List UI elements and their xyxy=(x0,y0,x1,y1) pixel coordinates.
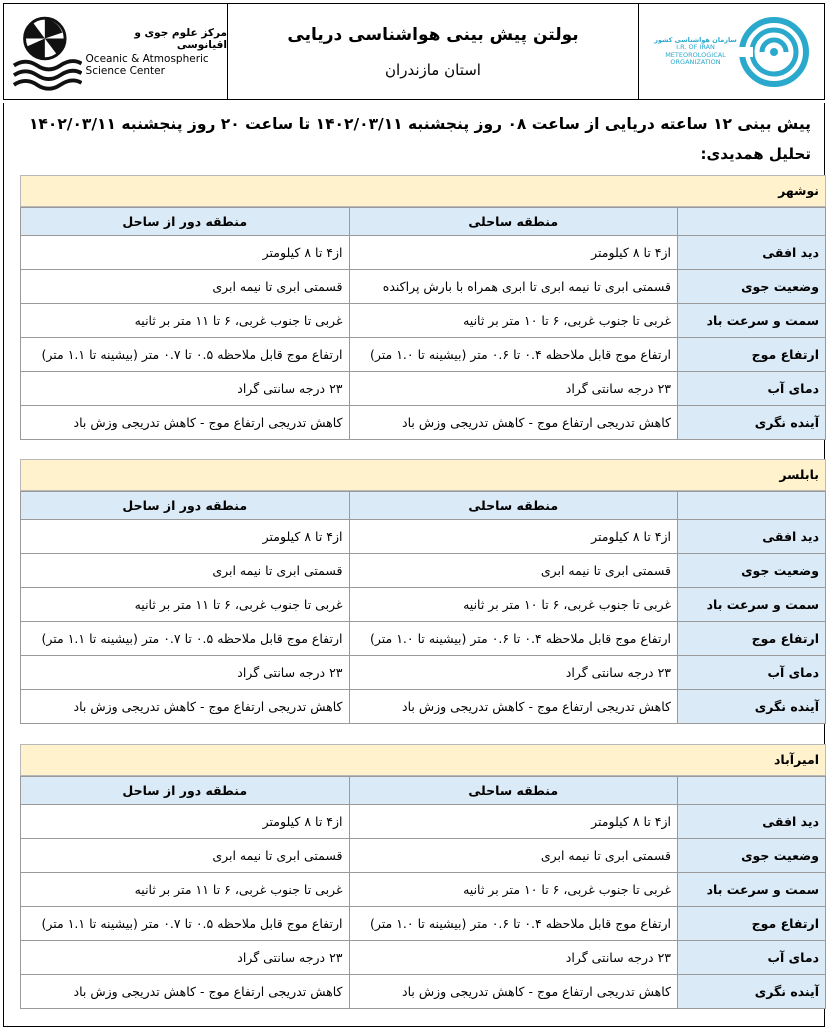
row-label: وضعیت جوی xyxy=(678,839,826,873)
station-table xyxy=(20,207,826,440)
table-row xyxy=(21,690,826,724)
row-label: دمای آب xyxy=(678,941,826,975)
offshore-header: منطقه دور از ساحل xyxy=(21,492,350,520)
coastal-value: ارتفاع موج قابل ملاحظه ۰.۴ تا ۰.۶ متر (بیشینه تا ۱.۰ متر) xyxy=(349,907,678,941)
bulletin-body xyxy=(3,103,825,1027)
table-header-row xyxy=(21,208,826,236)
station-table xyxy=(20,491,826,724)
offshore-value: ارتفاع موج قابل ملاحظه ۰.۵ تا ۰.۷ متر (بیشینه تا ۱.۱ متر) xyxy=(21,622,350,656)
irimo-line-3: ORGANIZATION xyxy=(670,58,721,66)
table-row xyxy=(21,839,826,873)
table-row xyxy=(21,941,826,975)
offshore-value: قسمتی ابری تا نیمه ابری xyxy=(21,839,350,873)
row-label: دمای آب xyxy=(678,656,826,690)
coastal-header: منطقه ساحلی xyxy=(349,492,678,520)
label-header-cell xyxy=(678,208,826,236)
coastal-value: ارتفاع موج قابل ملاحظه ۰.۴ تا ۰.۶ متر (بیشینه تا ۱.۰ متر) xyxy=(349,622,678,656)
row-label: دید افقی xyxy=(678,236,826,270)
table-row xyxy=(21,406,826,440)
coastal-value: کاهش تدریجی ارتفاع موج - کاهش تدریجی وزش باد xyxy=(349,406,678,440)
oasc-name-en-2: Science Center xyxy=(85,64,165,77)
coastal-value: قسمتی ابری تا نیمه ابری xyxy=(349,554,678,588)
table-row xyxy=(21,805,826,839)
irimo-name-fa: سازمان هواشناسی کشور xyxy=(654,35,737,44)
label-header-cell xyxy=(678,777,826,805)
oasc-logo-cell xyxy=(3,3,228,100)
offshore-value: از۴ تا ۸ کیلومتر xyxy=(21,520,350,554)
table-row xyxy=(21,588,826,622)
row-label: ارتفاع موج xyxy=(678,907,826,941)
row-label: دمای آب xyxy=(678,372,826,406)
offshore-header: منطقه دور از ساحل xyxy=(21,208,350,236)
station-name: نوشهر xyxy=(20,175,826,207)
table-row xyxy=(21,372,826,406)
table-header-row xyxy=(21,492,826,520)
table-row xyxy=(21,907,826,941)
province-name: استان مازندران xyxy=(385,60,481,79)
row-label: آینده نگری xyxy=(678,690,826,724)
coastal-value: قسمتی ابری تا نیمه ابری تا ابری همراه با بارش پراکنده xyxy=(349,270,678,304)
offshore-value: غربی تا جنوب غربی، ۶ تا ۱۱ متر بر ثانیه xyxy=(21,304,350,338)
table-row xyxy=(21,873,826,907)
row-label: دید افقی xyxy=(678,805,826,839)
station-block-babolsar xyxy=(20,459,826,724)
coastal-header: منطقه ساحلی xyxy=(349,208,678,236)
offshore-value: از۴ تا ۸ کیلومتر xyxy=(21,805,350,839)
row-label: وضعیت جوی xyxy=(678,554,826,588)
row-label: آینده نگری xyxy=(678,975,826,1009)
row-label: سمت و سرعت باد xyxy=(678,304,826,338)
station-block-nowshahr xyxy=(20,175,826,440)
coastal-value: کاهش تدریجی ارتفاع موج - کاهش تدریجی وزش باد xyxy=(349,975,678,1009)
table-row xyxy=(21,520,826,554)
station-name: امیرآباد xyxy=(20,744,826,776)
coastal-value: از۴ تا ۸ کیلومتر xyxy=(349,236,678,270)
row-label: سمت و سرعت باد xyxy=(678,588,826,622)
table-row xyxy=(21,304,826,338)
table-row xyxy=(21,622,826,656)
irimo-line-2: METEOROLOGICAL xyxy=(665,50,726,59)
offshore-value: ۲۳ درجه سانتی گراد xyxy=(21,656,350,690)
coastal-value: غربی تا جنوب غربی، ۶ تا ۱۰ متر بر ثانیه xyxy=(349,588,678,622)
offshore-value: ارتفاع موج قابل ملاحظه ۰.۵ تا ۰.۷ متر (بیشینه تا ۱.۱ متر) xyxy=(21,907,350,941)
synoptic-analysis-label: تحلیل همدیدی: xyxy=(700,145,811,163)
oasc-name-fa: مرکز علوم جوی و اقیانوسی xyxy=(134,26,227,51)
table-row xyxy=(21,236,826,270)
offshore-value: کاهش تدریجی ارتفاع موج - کاهش تدریجی وزش باد xyxy=(21,690,350,724)
bulletin-header xyxy=(3,3,825,100)
offshore-value: قسمتی ابری تا نیمه ابری xyxy=(21,554,350,588)
offshore-value: کاهش تدریجی ارتفاع موج - کاهش تدریجی وزش باد xyxy=(21,975,350,1009)
irimo-logo-cell xyxy=(639,3,825,100)
coastal-header: منطقه ساحلی xyxy=(349,777,678,805)
irimo-line-1: I.R. OF IRAN xyxy=(676,43,715,51)
oasc-logo-icon xyxy=(12,12,82,92)
irimo-logo-text xyxy=(654,37,737,67)
offshore-value: کاهش تدریجی ارتفاع موج - کاهش تدریجی وزش باد xyxy=(21,406,350,440)
table-row xyxy=(21,656,826,690)
row-label: سمت و سرعت باد xyxy=(678,873,826,907)
coastal-value: ۲۳ درجه سانتی گراد xyxy=(349,656,678,690)
table-row xyxy=(21,975,826,1009)
bulletin-title: بولتن پیش بینی هواشناسی دریایی xyxy=(287,24,579,45)
offshore-value: ۲۳ درجه سانتی گراد xyxy=(21,941,350,975)
station-name: بابلسر xyxy=(20,459,826,491)
row-label: ارتفاع موج xyxy=(678,622,826,656)
coastal-value: ۲۳ درجه سانتی گراد xyxy=(349,941,678,975)
table-row xyxy=(21,338,826,372)
label-header-cell xyxy=(678,492,826,520)
coastal-value: ۲۳ درجه سانتی گراد xyxy=(349,372,678,406)
station-table xyxy=(20,776,826,1009)
oasc-name-en-1: Oceanic & Atmospheric xyxy=(85,52,209,65)
coastal-value: کاهش تدریجی ارتفاع موج - کاهش تدریجی وزش باد xyxy=(349,690,678,724)
offshore-value: غربی تا جنوب غربی، ۶ تا ۱۱ متر بر ثانیه xyxy=(21,588,350,622)
table-header-row xyxy=(21,777,826,805)
offshore-value: غربی تا جنوب غربی، ۶ تا ۱۱ متر بر ثانیه xyxy=(21,873,350,907)
row-label: دید افقی xyxy=(678,520,826,554)
station-block-amirabad xyxy=(20,744,826,1009)
offshore-value: از۴ تا ۸ کیلومتر xyxy=(21,236,350,270)
table-row xyxy=(21,554,826,588)
offshore-value: قسمتی ابری تا نیمه ابری xyxy=(21,270,350,304)
coastal-value: از۴ تا ۸ کیلومتر xyxy=(349,805,678,839)
coastal-value: از۴ تا ۸ کیلومتر xyxy=(349,520,678,554)
coastal-value: غربی تا جنوب غربی، ۶ تا ۱۰ متر بر ثانیه xyxy=(349,304,678,338)
coastal-value: ارتفاع موج قابل ملاحظه ۰.۴ تا ۰.۶ متر (بیشینه تا ۱.۰ متر) xyxy=(349,338,678,372)
offshore-value: ۲۳ درجه سانتی گراد xyxy=(21,372,350,406)
row-label: وضعیت جوی xyxy=(678,270,826,304)
row-label: ارتفاع موج xyxy=(678,338,826,372)
table-row xyxy=(21,270,826,304)
offshore-value: ارتفاع موج قابل ملاحظه ۰.۵ تا ۰.۷ متر (بیشینه تا ۱.۱ متر) xyxy=(21,338,350,372)
forecast-period: پیش بینی ۱۲ ساعته دریایی از ساعت ۰۸ روز پنجشنبه ۱۴۰۲/۰۳/۱۱ تا ساعت ۲۰ روز پنجشنبه ۱۴۰۲/۰۳/۱۱ xyxy=(28,115,811,133)
offshore-header: منطقه دور از ساحل xyxy=(21,777,350,805)
irimo-logo-icon xyxy=(739,17,809,87)
bulletin-title-cell xyxy=(228,3,639,100)
coastal-value: غربی تا جنوب غربی، ۶ تا ۱۰ متر بر ثانیه xyxy=(349,873,678,907)
row-label: آینده نگری xyxy=(678,406,826,440)
coastal-value: قسمتی ابری تا نیمه ابری xyxy=(349,839,678,873)
